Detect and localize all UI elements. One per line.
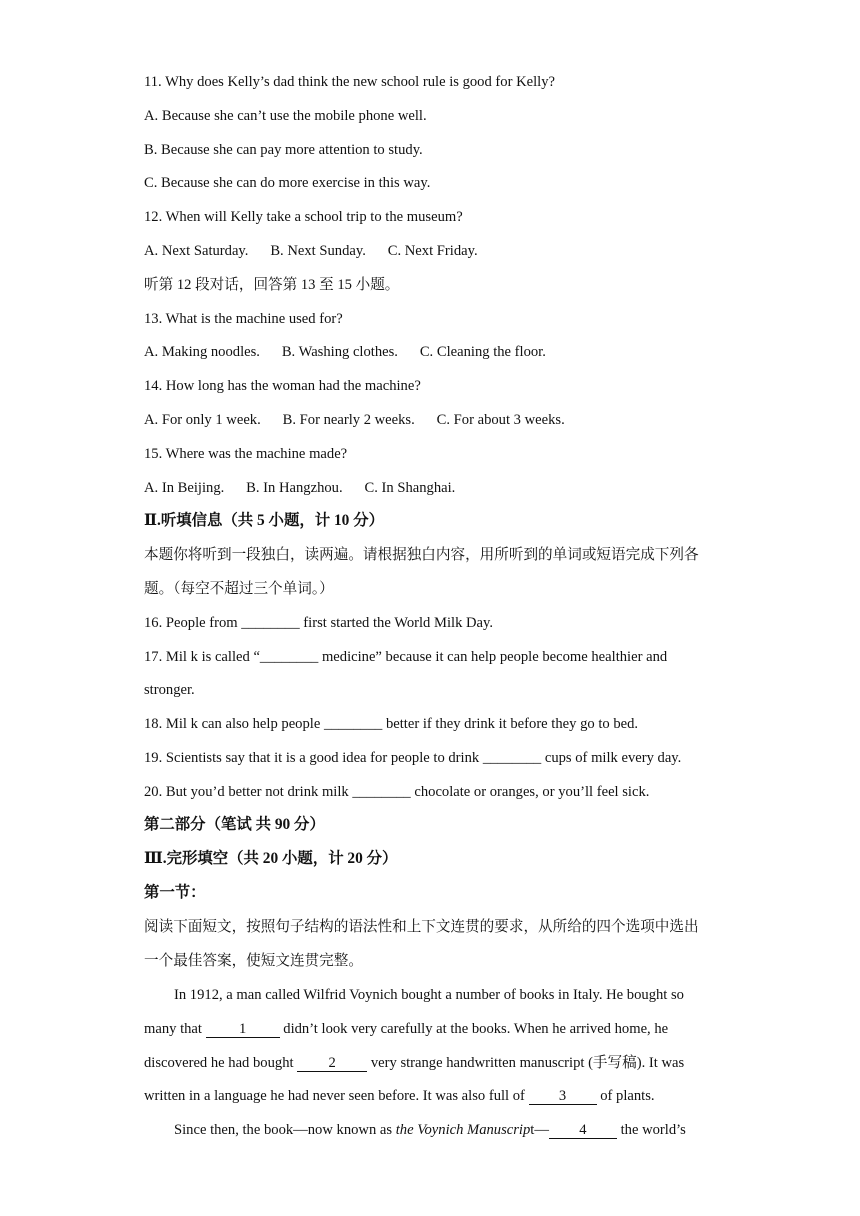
options-12: A. Next Saturday. B. Next Sunday. C. Next Friday.	[144, 243, 478, 259]
question-17: 17. Mil k is called “________ medicine” because it can help people become healthier and	[144, 649, 668, 665]
question-14: 14. How long has the woman had the machine?	[144, 378, 421, 394]
passage-text: didn’t look very carefully at the books. When he arrived home, he	[283, 1021, 669, 1037]
cloze-blank-2: 2	[297, 1055, 367, 1072]
question-16: 16. People from ________ first started the World Milk Day.	[144, 615, 494, 631]
question-17-cont: stronger.	[144, 682, 195, 698]
section-heading-listening-fill: Ⅱ.听填信息（共 5 小题，计 10 分）	[144, 512, 384, 529]
passage-text: of plants.	[600, 1088, 655, 1104]
passage-text: discovered he had bought	[144, 1055, 298, 1071]
cloze-instruction-2: 一个最佳答案，使短文连贯完整。	[144, 953, 363, 969]
subsection-heading: 第一节：	[144, 884, 206, 901]
question-20: 20. But you’d better not drink milk ________ chocolate or oranges, or you’ll feel sick.	[144, 784, 650, 800]
cloze-blank-1: 1	[206, 1021, 280, 1038]
passage-text: t—	[530, 1122, 549, 1138]
question-12: 12. When will Kelly take a school trip to the museum?	[144, 209, 463, 225]
option-11b: B. Because she can pay more attention to study.	[144, 142, 423, 158]
passage-text: written in a language he had never seen before. It was also full of	[144, 1088, 529, 1104]
manuscript-title: the Voynich Manuscrip	[395, 1122, 531, 1138]
option-11c: C. Because she can do more exercise in this way.	[144, 175, 431, 191]
question-11: 11. Why does Kelly’s dad think the new school rule is good for Kelly?	[144, 74, 555, 90]
part-two-heading: 第二部分（笔试 共 90 分）	[144, 816, 325, 833]
option-11a: A. Because she can’t use the mobile phone well.	[144, 108, 427, 124]
options-14: A. For only 1 week. B. For nearly 2 weeks. C. For about 3 weeks.	[144, 412, 565, 428]
question-13: 13. What is the machine used for?	[144, 311, 343, 327]
passage-text: the world’s	[620, 1122, 686, 1138]
question-15: 15. Where was the machine made?	[144, 446, 348, 462]
options-15: A. In Beijing. B. In Hangzhou. C. In Shanghai.	[144, 480, 456, 496]
question-19: 19. Scientists say that it is a good idea for people to drink ________ cups of milk every day.	[144, 750, 682, 766]
passage-line-1: In 1912, a man called Wilfrid Voynich bought a number of books in Italy. He bought so	[174, 987, 684, 1003]
options-13: A. Making noodles. B. Washing clothes. C. Cleaning the floor.	[144, 344, 546, 360]
passage-line-3	[144, 1053, 684, 1073]
cloze-instruction-1: 阅读下面短文，按照句子结构的语法性和上下文连贯的要求，从所给的四个选项中选出	[144, 919, 699, 935]
passage-line-5	[174, 1120, 686, 1140]
section-instruction-13-15: 听第 12 段对话，回答第 13 至 15 小题。	[144, 277, 400, 293]
question-18: 18. Mil k can also help people ________ better if they drink it before they go to bed.	[144, 716, 639, 732]
instruction-line-1: 本题你将听到一段独白，读两遍。请根据独白内容，用所听到的单词或短语完成下列各	[144, 547, 699, 563]
passage-text: many that	[144, 1021, 206, 1037]
cloze-blank-3: 3	[529, 1088, 597, 1105]
passage-line-4	[144, 1086, 655, 1106]
passage-text: Since then, the book—now known as	[174, 1122, 396, 1138]
passage-line-2	[144, 1019, 668, 1039]
cloze-blank-4: 4	[549, 1122, 617, 1139]
passage-text: very strange handwritten manuscript (手写稿). It was	[370, 1055, 685, 1071]
instruction-line-2: 题。（每空不超过三个单词。）	[144, 581, 334, 597]
section-heading-cloze: Ⅲ.完形填空（共 20 小题，计 20 分）	[144, 850, 398, 867]
